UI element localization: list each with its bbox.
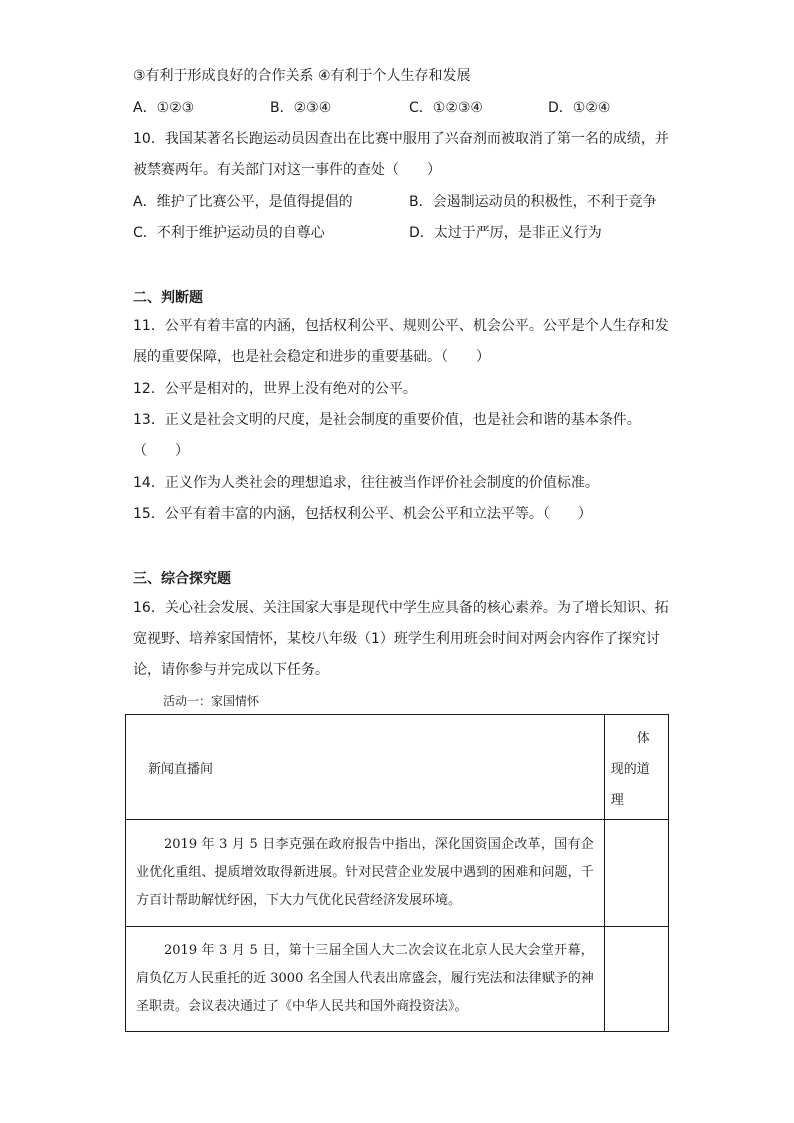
q10-option-a: A．维护了比赛公平，是值得提倡的 xyxy=(133,194,353,210)
q13-line1: 13．正义是社会文明的尺度，是社会制度的重要价值，也是社会和谐的基本条件。 xyxy=(133,412,641,428)
header-principle-line1: 体 xyxy=(636,730,650,746)
q10-option-c: C．不利于维护运动员的自尊心 xyxy=(133,225,325,241)
q14-line: 14．正义作为人类社会的理想追求，往往被当作评价社会制度的价值标准。 xyxy=(133,475,599,491)
table-row xyxy=(126,927,669,1032)
q11-line2: 展的重要保障，也是社会稳定和进步的重要基础。（ ） xyxy=(133,349,490,365)
q16-line2: 宽视野、培养家国情怀，某校八年级（1）班学生利用班会时间对两会内容作了探究讨 xyxy=(133,631,660,647)
q9-option-c: C．①②③④ xyxy=(409,100,483,116)
table-header-row xyxy=(126,715,669,820)
answer-cell-1[interactable] xyxy=(604,820,668,927)
q16-line1: 16．关心社会发展、关注国家大事是现代中学生应具备的核心素养。为了增长知识、拓 xyxy=(133,600,669,616)
q10-stem-line1: 10．我国某著名长跑运动员因查出在比赛中服用了兴奋剂而被取消了第一名的成绩，并 xyxy=(133,131,669,147)
q16-line3: 论，请你参与并完成以下任务。 xyxy=(133,662,329,678)
q11-line1: 11．公平有着丰富的内涵，包括权利公平、规则公平、机会公平。公平是个人生存和发 xyxy=(133,318,669,334)
answer-cell-2[interactable] xyxy=(604,927,668,1032)
header-principle-line2: 现的道 xyxy=(610,761,650,777)
q9-option-a: A．①②③ xyxy=(133,100,195,116)
q10-stem-line2: 被禁赛两年。有关部门对这一事件的查处（ ） xyxy=(133,162,441,178)
news-table xyxy=(125,714,669,1032)
q10-option-b: B．会遏制运动员的积极性，不利于竞争 xyxy=(409,194,657,210)
news-cell-2: 2019 年 3 月 5 日，第十三届全国人大二次会议在北京人民大会堂开幕，肩负亿万人民重托的近 3000 名全国人代表出席盛会，履行宪法和法律赋予的神圣职责。会议表决通过了《中华人民共和国外商投资法》。 xyxy=(126,927,605,1032)
news-cell-1: 2019 年 3 月 5 日李克强在政府报告中指出，深化国资国企改革，国有企业优化重组、提质增效取得新进展。针对民营企业发展中遇到的困难和问题，千方百计帮助解忧纾困，下大力气优化民营经济发展环境。 xyxy=(126,820,605,927)
q15-line: 15．公平有着丰富的内涵，包括权利公平、机会公平和立法平等。（ ） xyxy=(133,506,592,522)
q13-line2: （ ） xyxy=(133,443,189,459)
activity-caption: 活动一：家国情怀 xyxy=(163,694,260,708)
q9-option-b: B．②③④ xyxy=(270,100,332,116)
header-principle-line3: 理 xyxy=(610,792,624,808)
q9-statements: ③有利于形成良好的合作关系 ④有利于个人生存和发展 xyxy=(133,68,471,84)
table-header-news: 新闻直播间 xyxy=(126,715,605,820)
table-row xyxy=(126,820,669,927)
q12-line: 12．公平是相对的，世界上没有绝对的公平。 xyxy=(133,381,417,397)
section3-title: 三、综合探究题 xyxy=(133,571,231,587)
q9-option-d: D．①②④ xyxy=(548,100,611,116)
table-header-principle xyxy=(604,715,668,820)
section2-title: 二、判断题 xyxy=(133,290,203,306)
q10-option-d: D．太过于严厉，是非正义行为 xyxy=(409,225,602,241)
